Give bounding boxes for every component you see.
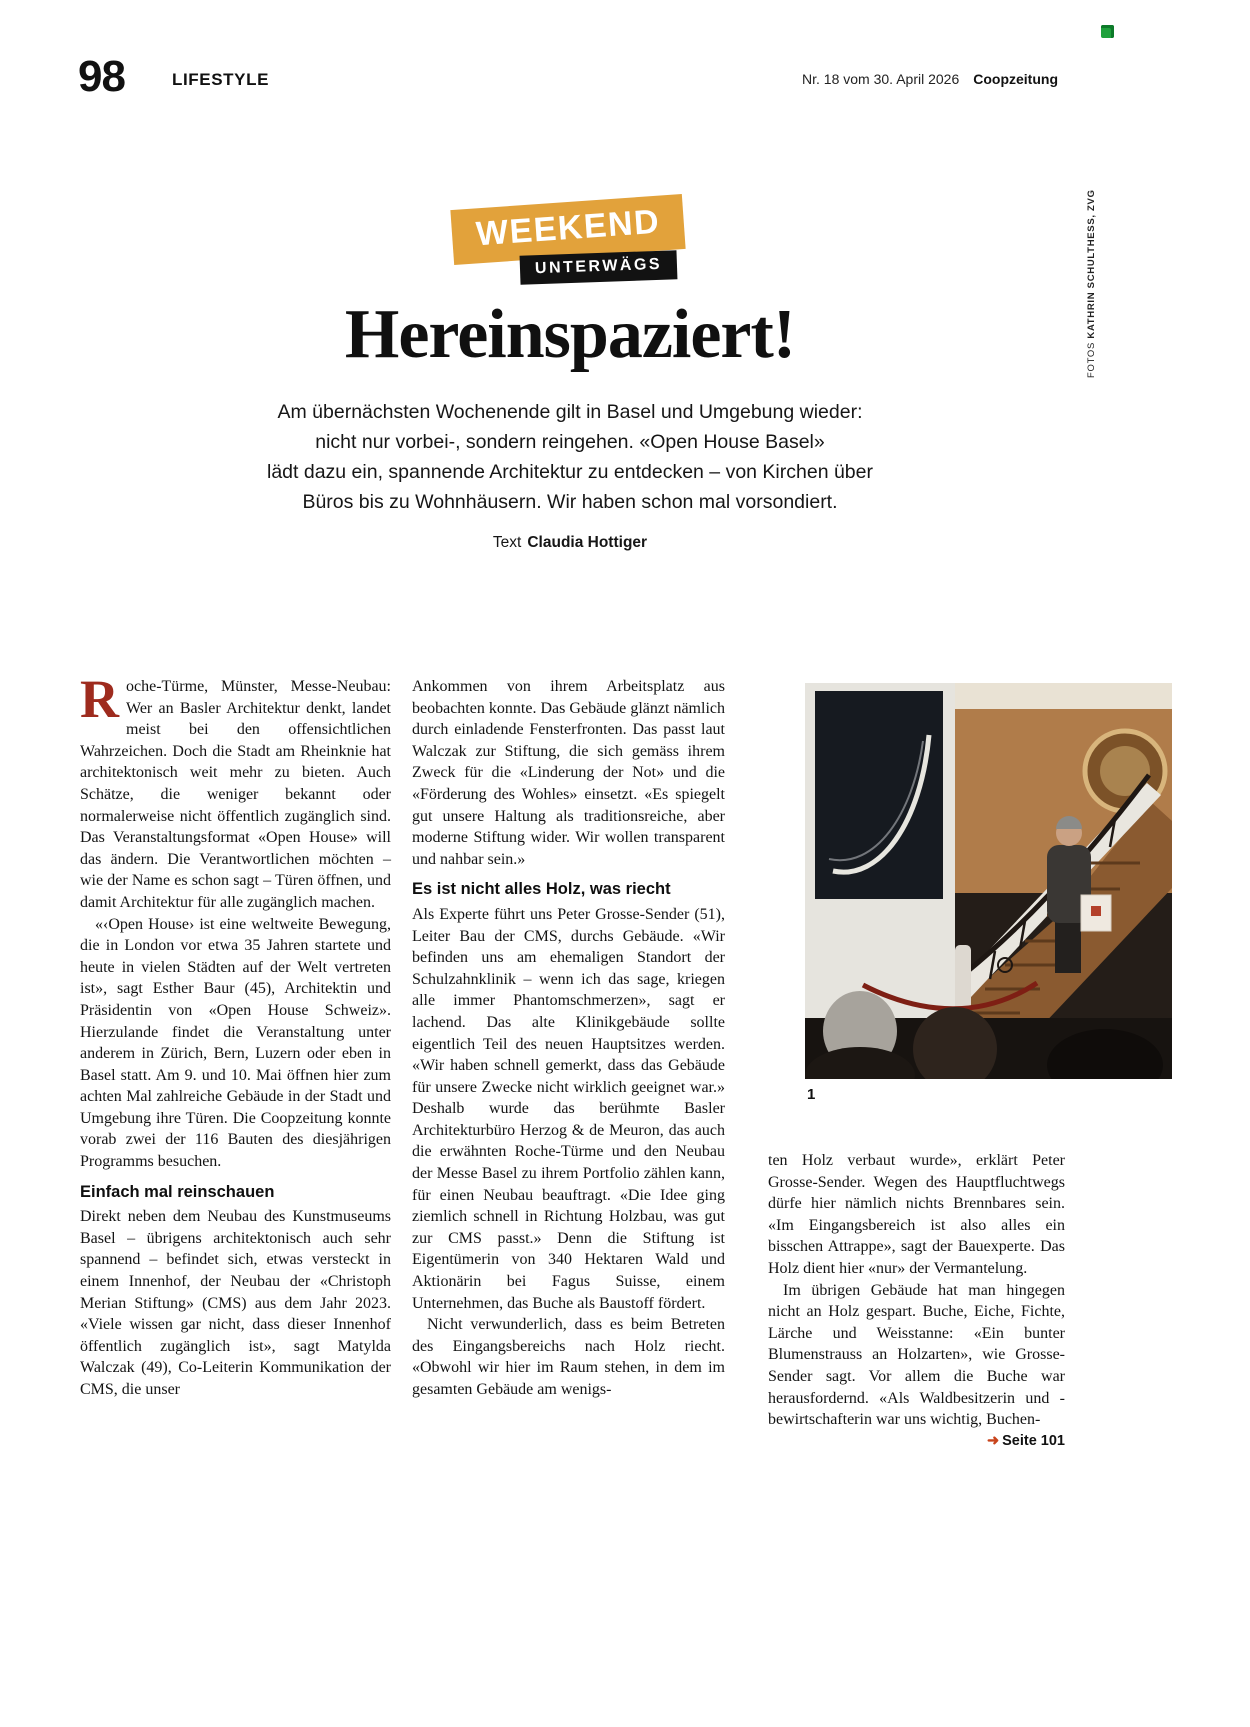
brand-name: Coopzeitung [973,71,1058,87]
figure-number: 1 [807,1086,816,1103]
paragraph [768,1280,1065,1449]
byline [80,534,1060,552]
lead-line: Büros bis zu Wohnhäusern. Wir haben schon mal vorsondiert. [302,491,838,513]
paragraph: «‹Open House› ist eine weltweite Bewegung, die in London vor etwa 35 Jahren startete und heute in vielen Städten auf der Welt vertreten ist», sagt Esther Baur (45), Architektin und Präsidentin von «Open House Schweiz». Hierzulande findet die Veranstaltung unter anderem in Zürich, Bern, Luzern oder eben in Basel statt. Am 9. und 10. Mai öffnen hier zum achten Mal zahlreiche Gebäude in der Stadt und Umgebung ihre Türen. Die Coopzeitung konnte vorab zwei der 116 Bauten des diesjährigen Programms besuchen. [80,915,391,1171]
brand-mark-icon [1101,25,1114,38]
continuation-label: Seite 101 [1002,1432,1065,1449]
byline-label: Text [492,534,522,551]
continuation-arrow-icon: ➜ [986,1432,1000,1449]
paragraph: Direkt neben dem Neubau des Kunstmuseums Basel – übrigens architektonisch auch sehr spannend – befindet sich, etwas versteckt in einem Innenhof, der Neubau der «Christoph Merian Stiftung» (CMS) aus dem Jahr 2023. «Viele wissen gar nicht, dass dieser Innenhof öffentlich zugänglich ist», sagt Matylda Walczak (49), Co-Leiterin Kommunikation der CMS, die unser [80,1208,391,1398]
drop-cap: R [80,669,119,729]
paragraph: ten Holz verbaut wurde», erklärt Peter Grosse-Sender. Wegen des Hauptfluchtwegs dürfe hier nämlich nichts Brennbares sein. «Im Eingangsbereich ist also alles ein bisschen Attrappe», sagt der Bauexperte. Das Holz dient hier «nur» der Vermantelung. [768,1152,1065,1277]
lead-paragraph [175,397,965,517]
unterwaegs-badge: UNTERWÄGS [520,250,678,284]
photo-credit [1086,158,1097,378]
byline-author: Claudia Hottiger [527,534,648,551]
photo-credit-label: FOTOS [1086,338,1097,378]
issue-date: Nr. 18 vom 30. April 2026 [802,71,960,87]
page-number: 98 [78,52,125,101]
lead-line: lädt dazu ein, spannende Architektur zu entdecken – von Kirchen über [267,461,873,483]
lead-line: nicht nur vorbei-, sondern reingehen. «Open House Basel» [315,431,825,453]
section-label: LIFESTYLE [172,70,270,89]
article-column-3 [768,1150,1065,1452]
photo-credit-name: KATHRIN SCHULTHESS, ZVG [1086,189,1097,339]
continuation-note [972,1431,1065,1453]
weekend-badge: WEEKEND [450,194,686,265]
lead-line: Am übernächsten Wochenende gilt in Basel und Umgebung wieder: [277,401,863,423]
paragraph-text: Im übrigen Gebäude hat man hingegen nicht an Holz gespart. Buche, Eiche, Fichte, Lärche und Weisstanne: «Ein bunter Blumenstrauss an Holzarten», wie Grosse-Sender sagt. Vor allem die Buche war herausfordernd. «Als Waldbesitzerin und -bewirtschafterin war uns wichtig, Buchen- [768,1281,1065,1429]
paragraph: Als Experte führt uns Peter Grosse-Sender (51), Leiter Bau der CMS, durchs Gebäude. «Wir befinden uns am ehemaligen Standort der Schulzahnklinik – wenn ich das sage, kriegen alle immer Phantomschmerzen», sagt er lachend. Das alte Klinikgebäude sollte eigentlich Teil des neuen Hauptsitzes werden. «Wir haben schnell gemerkt, dass das Gebäude für unsere Zwecke nicht wirklich geeignet war.» Deshalb wurde das berühmte Basler Architekturbüro Herzog & de Meuron, das auch die erwähnten Roche-Türme und den Neubau der Messe Basel zu ihrem Portfolio zählen kann, für einen Neubau beauftragt. «Die Idee ging ziemlich schnell in Richtung Holzbau, was gut zur CMS passt.» Denn die Stiftung ist Eigentümerin von 340 Hektaren Wald und Aktionärin bei Fagus Suisse, einem Unternehmen, das Buche als Baustoff fördert. [412,905,725,1312]
paragraph-text: oche-Türme, Münster, Messe-Neubau: Wer an Basler Architektur denkt, landet meist bei den offensichtlichen Wahrzeichen. Doch die Stadt am Rheinknie hat architektonisch weit mehr zu bieten. Auch Schätze, die weniger bekannt oder normalerweise nicht öffentlich zugänglich sind. Das Veranstaltungsformat «Open House» will das ändern. Die Verantwortlichen möchten – wie der Name es schon sagt – Türen öffnen, und damit Architektur für alle zugänglich machen. [80,678,391,911]
article-column-2 [412,676,725,1401]
paragraph: Ankommen von ihrem Arbeitsplatz aus beobachten konnte. Das Gebäude glänzt nämlich durch einladende Fensterfronten. Das passt laut Walczak zur Stiftung, die sich gemäss ihrem Zweck für die «Linderung der Not» und die «Förderung des Wohles» einsetzt. «Es spiegelt gut unsere Haltung als traditionsreiche, aber moderne Stiftung wider. Wir wollen transparent und nahbar sein.» [412,678,725,868]
headline: Hereinspaziert! [344,296,796,373]
paragraph: Nicht verwunderlich, dass es beim Betreten des Eingangsbereichs nach Holz riecht. «Obwohl wir hier im Raum stehen, in dem im gesamten Gebäude am wenigs- [412,1316,725,1398]
article-column-1 [80,669,391,1401]
article-photo [805,683,1172,1079]
paragraph [80,669,391,914]
subheading: Einfach mal reinschauen [80,1182,275,1201]
staircase-photo-illustration [805,683,1172,1079]
subheading: Es ist nicht alles Holz, was riecht [412,880,671,899]
issue-line [802,71,1058,87]
